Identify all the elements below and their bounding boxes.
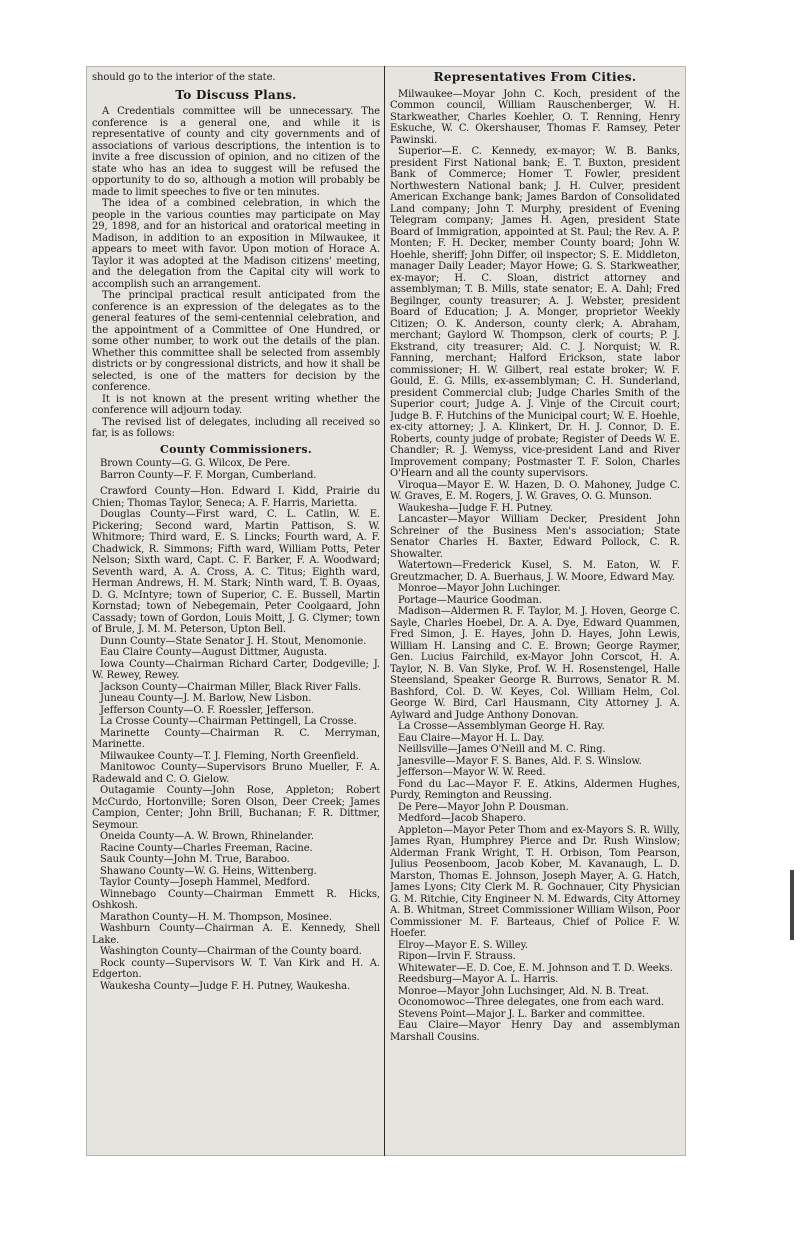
paragraph: A Credentials committee will be unnecessary. The conference is a general one, and while it is representative of county and city governments and of associations of various descriptions, the intention is to invite a free discussion of opinion, and no citizen of the state who has an idea to suggest will be refused the opportunity to do so, although a motion will probably be made to limit speeches to five or ten minutes. <box>92 106 380 198</box>
city-entry: Lancaster—Mayor William Decker, President John Schreiner of the Business Men's association; State Senator Charles H. Baxter, Edward Pollock, C. R. Showalter. <box>390 514 680 560</box>
city-entry: Eau Claire—Mayor H. L. Day. <box>398 732 545 744</box>
delegate-entry: Juneau County—J. M. Barlow, New Lisbon. <box>100 693 312 704</box>
city-entry: Stevens Point—Major J. L. Barker and committee. <box>398 1008 646 1020</box>
city-entry: Madison—Aldermen R. F. Taylor, M. J. Hoven, George C. Sayle, Charles Hoebel, Dr. A. A. Dye, Edward Quammen, Fred Simon, J. E. Hayes, John D. Hayes, John Lewis, William H. Lansing and C. E. Brown; George Raymer, Gen. Lucius Fairchild, ex-Mayor John Corscot, H. A. Taylor, N. B. Van Slyke, Prof. W. H. Rosenstengel, Halle Steensland, Speaker George R. Burrows, Senator R. M. Bashford, Col. D. W. Keyes, Col. William Helm, Col. George W. Bird, Carl Hausmann, City Attorney J. A. Aylward and Judge Anthony Donovan. <box>390 606 680 721</box>
delegate-entry: Milwaukee County—T. J. Fleming, North Greenfield. <box>100 750 359 762</box>
city-entry: Janesville—Mayor F. S. Banes, Ald. F. S. Winslow. <box>398 755 642 767</box>
city-entry: Oconomowoc—Three delegates, one from each ward. <box>398 997 665 1008</box>
city-entry: Milwaukee—Moyar John C. Koch, president of the Common council, William Rauschenberger, W. H. Starkweather, Charles Koehler, O. T. Renning, Henry Eskuche, W. C. Okershauser, Thomas F. Ramsey, Peter Pawinski. <box>390 88 680 146</box>
city-entry: Waukesha—Judge F. H. Putney. <box>398 502 553 514</box>
city-entry: Monroe—Mayor John Luchinger. <box>398 583 561 594</box>
delegate-entry: Manitowoc County—Supervisors Bruno Mueller, F. A. Radewald and C. O. Gielow. <box>92 762 380 785</box>
city-entry: La Crosse—Assemblyman George H. Ray. <box>398 721 605 732</box>
city-entry: Reedsburg—Mayor A. L. Harris. <box>398 974 559 985</box>
delegate-entry: Iowa County—Chairman Richard Carter, Dodgeville; J. W. Rewey, Rewey. <box>92 658 380 681</box>
delegate-entry: Washburn County—Chairman A. E. Kennedy, Shell Lake. <box>92 923 380 946</box>
delegate-entry: Crawford County—Hon. Edward I. Kidd, Prairie du Chien; Thomas Taylor, Seneca; A. F. Harris, Marietta. <box>92 486 380 509</box>
city-entry: Watertown—Frederick Kusel, S. M. Eaton, W. F. Greutzmacher, D. A. Buerhaus, J. W. Moore, Edward May. <box>390 560 680 583</box>
delegate-entry: Dunn County—State Senator J. H. Stout, Menomonie. <box>100 635 367 647</box>
city-entry: Portage—Maurice Goodman. <box>398 594 542 606</box>
delegate-entry: Jackson County—Chairman Miller, Black River Falls. <box>100 681 362 693</box>
delegate-entry: Jefferson County—O. F. Roessler, Jefferson. <box>100 704 315 716</box>
city-entry: Eau Claire—Mayor Henry Day and assemblyman Marshall Cousins. <box>390 1020 680 1043</box>
column-divider <box>384 66 385 1156</box>
city-entry: Neillsville—James O'Neill and M. C. Ring. <box>398 744 606 755</box>
delegate-entry: La Crosse County—Chairman Pettingell, La Crosse. <box>100 716 357 727</box>
delegate-entry: Sauk County—John M. True, Baraboo. <box>100 854 290 865</box>
delegate-entry: Marinette County—Chairman R. C. Merryman, Marinette. <box>92 727 380 750</box>
left-column <box>92 72 380 1150</box>
city-entry: Whitewater—E. D. Coe, E. M. Johnson and T. D. Weeks. <box>398 962 673 974</box>
city-entry: Elroy—Mayor E. S. Willey. <box>398 939 528 951</box>
delegate-entry: Douglas County—First ward, C. L. Catlin, W. E. Pickering; Second ward, Martin Pattison, S. W. Whitmore; Third ward, E. S. Lincks; Fourth ward, A. F. Chadwick, R. Simmons; Fifth ward, William Potts, Peter Nelson; Sixth ward, Capt. C. F. Barker, F. A. Woodward; Seventh ward, A. A. Cross, A. C. Titus; Eighth ward, Herman Andrews, H. M. Stark; Ninth ward, T. B. Oyaas, D. G. McIntyre; town of Superior, C. E. Bussell, Martin Kornstad; town of Nebegemain, Peter Coolgaard, John Cassady; town of Gordon, Louis Moitt, J. G. Clymer; town of Brule, J. M. M. Peterson, Upton Bell. <box>92 509 380 635</box>
paragraph: The revised list of delegates, including all received so far, is as follows: <box>92 416 380 439</box>
delegate-entry: Marathon County—H. M. Thompson, Mosinee. <box>100 911 332 923</box>
city-entry: Medford—Jacob Shapero. <box>398 813 526 824</box>
delegate-entry: Taylor County—Joseph Hammel, Medford. <box>100 877 311 888</box>
delegate-entry: Outagamie County—John Rose, Appleton; Robert McCurdo, Hortonville; Soren Olson, Deer Creek; James Campion, Center; John Brill, Buchanan; F. R. Dittmer, Seymour. <box>92 785 380 831</box>
right-column <box>390 72 680 1150</box>
delegate-entry: Shawano County—W. G. Heins, Wittenberg. <box>100 865 317 877</box>
city-entry: Appleton—Mayor Peter Thom and ex-Mayors S. R. Willy, James Ryan, Humphrey Pierce and Dr. Rush Winslow; Alderman Frank Wright, T. H. Orbison, Tom Pearson, Julius Peosenboom, Jacob Kober, M. Kavanaugh, L. D. Marston, Thomas E. Johnson, Joseph Mayer, A. G. Hatch, James Lyons; City Clerk M. R. Gochnauer, City Physician G. M. Ritchie, City Engineer N. M. Edwards, City Attorney A. B. Whitman, Street Commissioner William Wilson, Poor Commissioner M. F. Barteaus, Chief of Police F. W. Hoefer. <box>390 824 680 939</box>
delegate-entry: Winnebago County—Chairman Emmett R. Hicks, Oshkosh. <box>92 888 380 911</box>
city-entry: Superior—E. C. Kennedy, ex-mayor; W. B. Banks, president First National bank; E. T. Buxton, president Bank of Commerce; Homer T. Fowler, president Northwestern National bank; J. H. Culver, president American Exchange bank; James Bardon of Consolidated Land company; John T. Murphy, president of Evening Telegram company; James H. Agen, president State Board of Immigration, appointed at St. Paul; the Rev. A. P. Monten; F. H. Decker, member County board; John W. Hoehle, sheriff; John Differ, oil inspector; S. E. Middleton, manager Daily Leader; Mayor Howe; G. S. Starkweather, ex-mayor; H. C. Sloan, district attorney and assemblyman; T. B. Mills, state senator; E. A. Dahl; Fred Begilnger, county treasurer; A. J. Webster, president Board of Education; J. A. Monger, proprietor Weekly Citizen; O. K. Anderson, county clerk; A. Abraham, merchant; Gaylord W. Thompson, clerk of courts; P. J. Ekstrand, city treasurer; Ald. C. J. Norquist; W. R. Fanning, merchant; Halford Erickson, state labor commissioner; H. W. Gilbert, real estate broker; W. F. Gould, E. G. Mills, ex-assemblyman; C. H. Sunderland, president Commercial club; Judge Charles Smith of the Superior court; Judge A. J. Vinje of the Circuit court; Judge B. F. Hutchins of the Municipal court; W. E. Hoehle, ex-city attorney; J. A. Klinkert, Dr. H. J. Connor, D. E. Roberts, county judge of probate; Register of Deeds W. E. Chandler; R. J. Wemyss, vice-president Land and River Improvement company; Postmaster T. F. Solon, Charles O'Hearn and all the county supervisors. <box>390 146 680 479</box>
delegate-entry: Barron County—F. F. Morgan, Cumberland. <box>100 469 317 481</box>
paragraph: It is not known at the present writing whether the conference will adjourn today. <box>92 393 380 416</box>
delegate-entry: Rock county—Supervisors W. T. Van Kirk and H. A. Edgerton. <box>92 957 380 980</box>
paragraph: The idea of a combined celebration, in which the people in the various counties may participate on May 29, 1898, and for an historical and oratorical meeting in Madison, in addition to an exposition in Milwaukee, it appears to meet with favor. Upon motion of Horace A. Taylor it was adopted at the Madison citizens' meeting, and the delegation from the Capital city will work to accomplish such an arrangement. <box>92 198 380 290</box>
delegate-entry: Waukesha County—Judge F. H. Putney, Waukesha. <box>100 980 351 992</box>
delegate-entry: Brown County—G. G. Wilcox, De Pere. <box>100 458 291 469</box>
heading-representatives: Representatives From Cities. <box>433 72 637 84</box>
city-entry: Monroe—Mayor John Luchsinger, Ald. N. B. Treat. <box>398 985 649 997</box>
delegate-entry: Racine County—Charles Freeman, Racine. <box>100 842 313 854</box>
scan-edge-mark <box>790 870 794 940</box>
city-entry: Ripon—Irvin F. Strauss. <box>398 951 516 962</box>
city-entry: Fond du Lac—Mayor F. E. Atkins, Aldermen Hughes, Purdy, Remington and Reussing. <box>390 778 680 801</box>
city-entry: De Pere—Mayor John P. Dousman. <box>398 801 569 813</box>
city-entry: Viroqua—Mayor E. W. Hazen, D. O. Mahoney, Judge C. W. Graves, E. M. Rogers, J. W. Graves, O. G. Munson. <box>390 479 680 502</box>
city-entry: Jefferson—Mayor W. W. Reed. <box>398 767 546 778</box>
delegate-entry: Oneida County—A. W. Brown, Rhinelander. <box>100 831 314 842</box>
delegate-entry: Washington County—Chairman of the County board. <box>100 946 362 957</box>
opening-line: should go to the interior of the state. <box>92 72 276 83</box>
newspaper-clipping <box>86 66 686 1156</box>
delegate-entry: Eau Claire County—August Dittmer, Augusta. <box>100 647 328 658</box>
heading-discuss-plans: To Discuss Plans. <box>175 87 297 102</box>
paragraph: The principal practical result anticipated from the conference is an expression of the delegates as to the general features of the semi-centennial celebration, and the appointment of a Committee of One Hundred, or some other number, to work out the details of the plan. Whether this committee shall be selected from assembly districts or by congressional districts, and how it shall be selected, is one of the matters for decision by the conference. <box>92 290 380 393</box>
heading-county-commissioners: County Commissioners. <box>160 442 312 456</box>
